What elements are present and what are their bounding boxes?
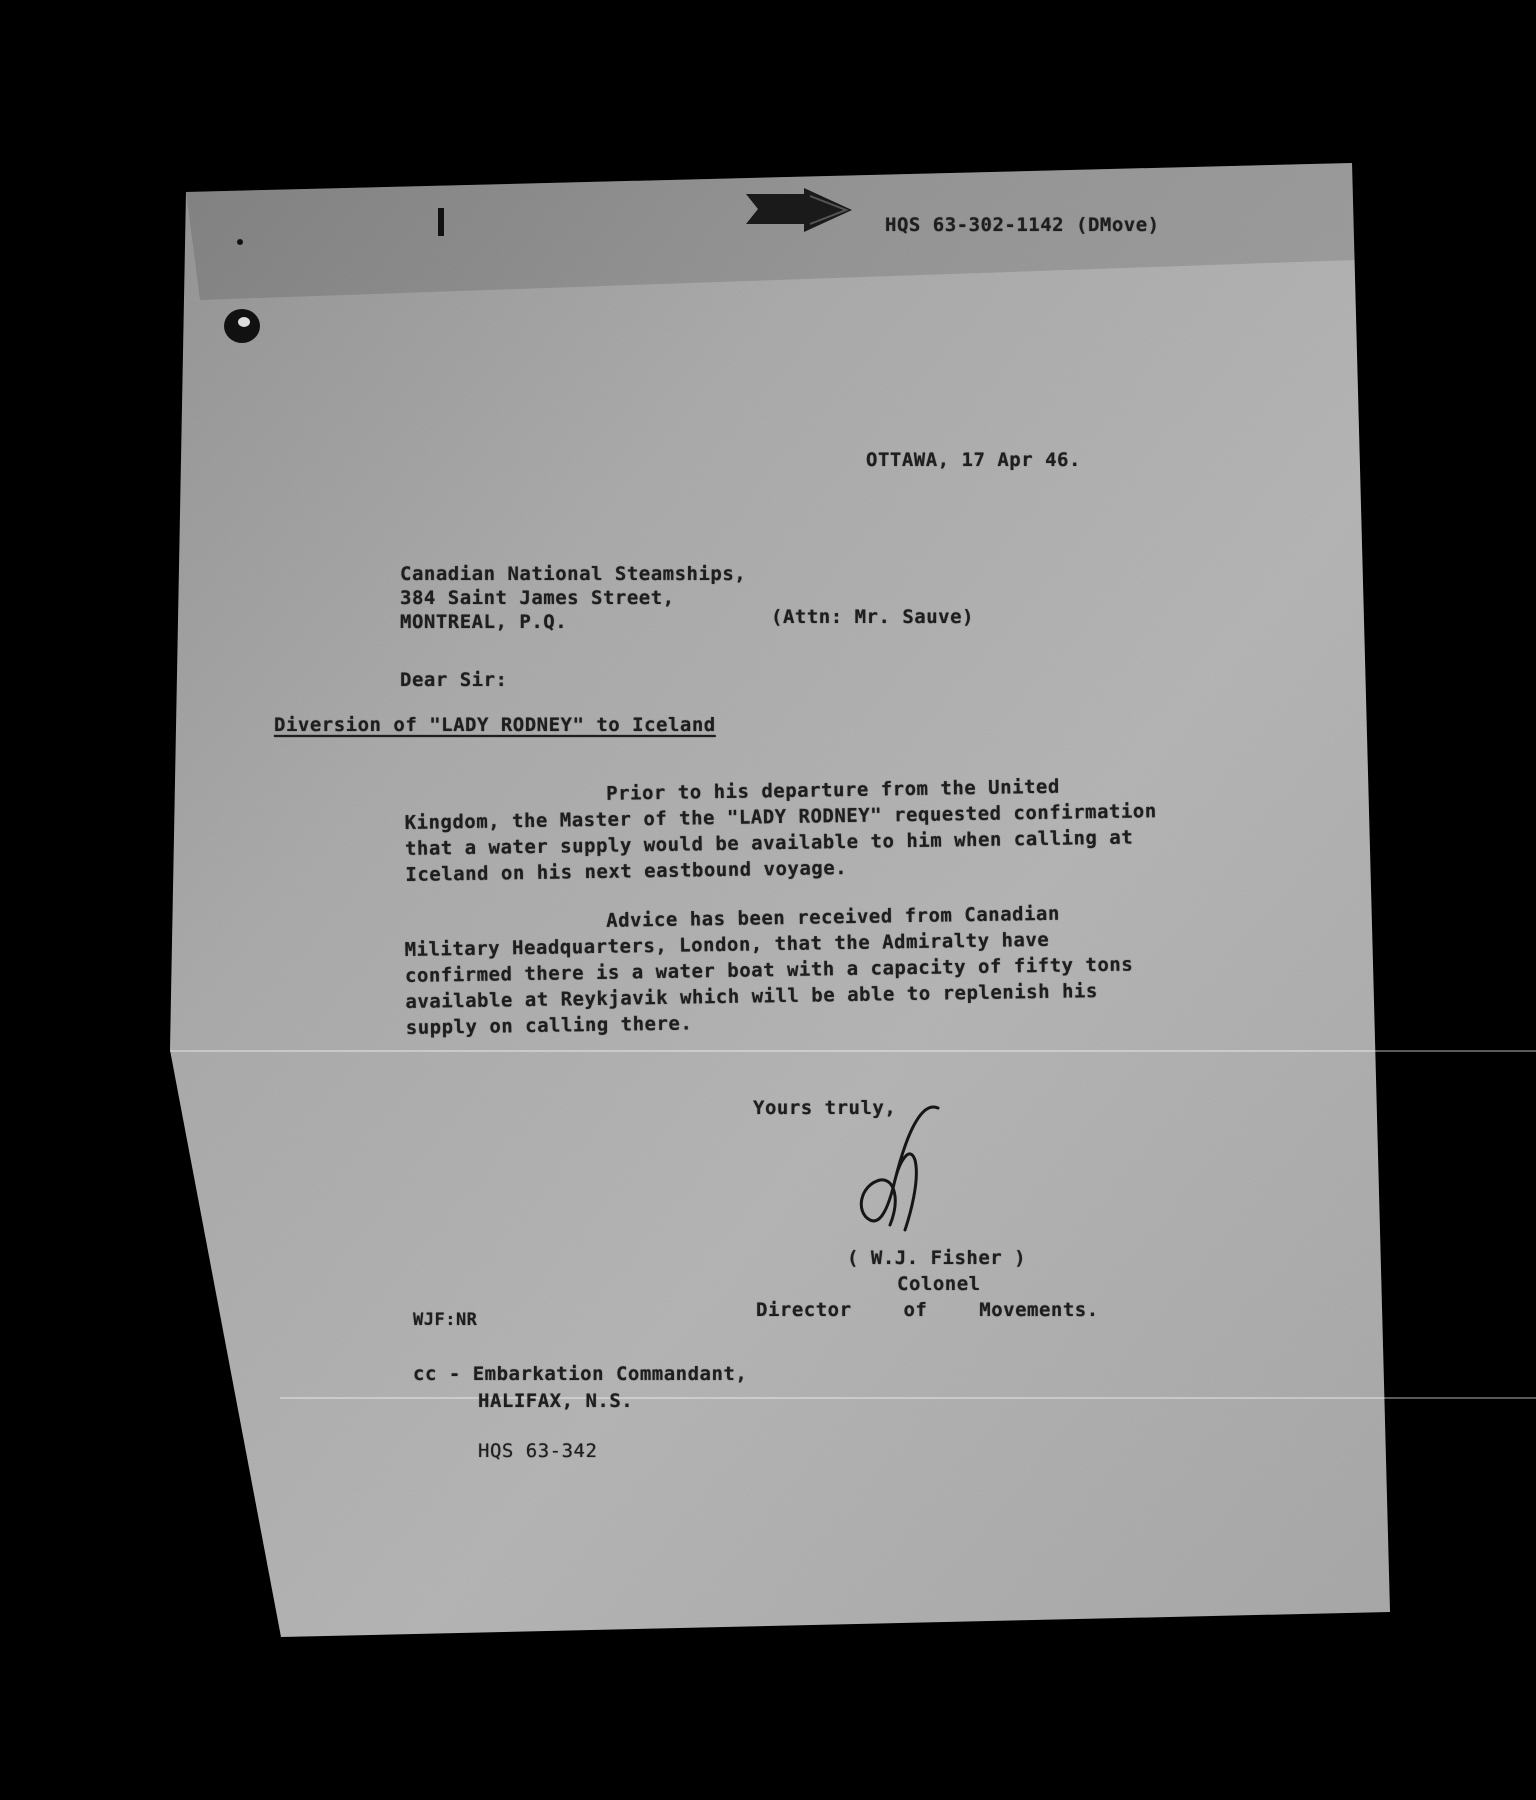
file-reference: HQS 63-302-1142 (DMove) — [885, 214, 1160, 236]
cc-line-2: HALIFAX, N.S. — [478, 1390, 634, 1412]
date-line: OTTAWA, 17 Apr 46. — [866, 449, 1081, 471]
attention-line: (Attn: Mr. Sauve) — [771, 606, 974, 628]
body-paragraph-2 — [404, 899, 1166, 1041]
subject-line: Diversion of "LADY RODNEY" to Iceland — [274, 714, 716, 736]
paragraph-text: Prior to his departure from the United Kingdom, the Master of the "LADY RODNEY" requested confirmation that a water supply would be available to him when calling at Iceland on his next eastbound voyage. — [404, 775, 1157, 886]
handwritten-signature — [850, 1100, 940, 1240]
fold-line — [170, 1050, 1536, 1052]
secondary-reference: HQS 63-342 — [478, 1440, 598, 1462]
signatory-rank: Colonel — [897, 1273, 981, 1295]
closing: Yours truly, — [753, 1097, 897, 1119]
recipient-line-2: 384 Saint James Street, — [400, 587, 675, 609]
paragraph-text: Advice has been received from Canadian Military Headquarters, London, that the Admiralty have confirmed there is a water boat with a capacity of fifty tons available at Reykjavik which will be able to replenish his supply on calling there. — [404, 902, 1134, 1039]
cc-line-1: cc - Embarkation Commandant, — [413, 1363, 748, 1385]
recipient-line-1: Canadian National Steamships, — [400, 563, 747, 585]
signatory-title: Director of Movements. — [756, 1299, 1099, 1321]
recipient-address — [400, 562, 746, 634]
typist-initials: WJF:NR — [413, 1310, 478, 1330]
body-paragraph-1 — [404, 772, 1166, 888]
fold-line — [280, 1397, 1536, 1399]
recipient-line-3: MONTREAL, P.Q. — [400, 611, 568, 633]
arrow-stamp-icon — [744, 186, 856, 234]
signatory-name: ( W.J. Fisher ) — [847, 1247, 1027, 1269]
salutation: Dear Sir: — [400, 669, 508, 691]
